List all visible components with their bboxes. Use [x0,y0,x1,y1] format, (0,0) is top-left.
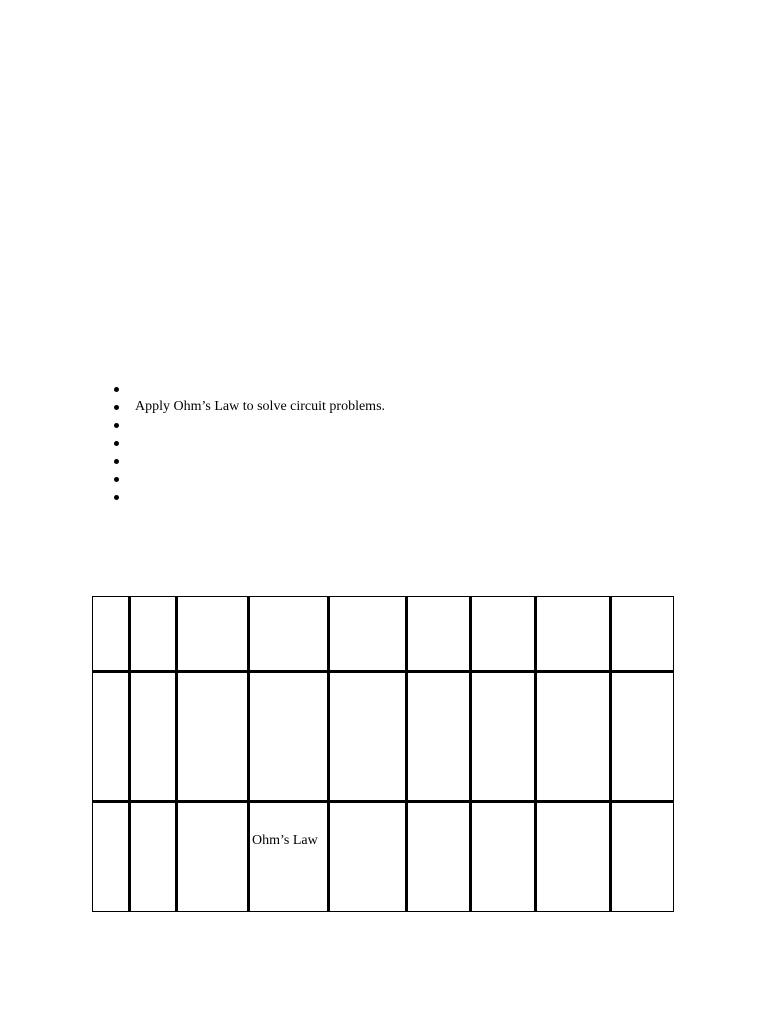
cell-text [472,803,534,832]
cell-text [537,673,609,702]
table-cell [535,596,610,671]
table-cell [248,671,328,801]
table-cell [328,671,406,801]
table-cell [610,596,674,671]
cell-text [330,597,405,626]
cell-text: Ohm’s Law [252,833,318,848]
table-cell [470,671,535,801]
cell-text [408,803,469,832]
list-item [112,416,385,434]
bullet-icon [114,459,119,464]
table-row [92,671,674,801]
table-cell [610,801,674,912]
list-item [112,470,385,488]
cell-text [408,673,469,702]
list-item [112,398,385,416]
cell-text [472,673,534,702]
list-item [112,434,385,452]
cell-text [330,803,405,832]
cell-text [612,803,673,832]
bullet-icon [114,495,119,500]
table-row [92,596,674,671]
list-item [112,452,385,470]
table-cell [470,596,535,671]
table-cell [610,671,674,801]
cell-text [178,803,247,832]
table-cell [328,801,406,912]
table-row [92,801,674,912]
cell-text [612,597,673,626]
table-cell [92,671,129,801]
cell-text [93,803,128,832]
table-cell [248,801,328,912]
table-cell [176,801,248,912]
table-cell [92,596,129,671]
cell-text [330,673,405,702]
list-item [112,488,385,506]
cell-text [131,673,175,702]
table-cell [535,801,610,912]
cell-text [178,673,247,702]
cell-text [250,673,327,702]
cell-text [612,673,673,702]
cell-text [408,597,469,626]
table-cell [176,671,248,801]
table-cell [129,801,176,912]
table-cell [535,671,610,801]
cell-text [131,597,175,626]
table-cell [92,801,129,912]
table-cell [129,596,176,671]
table-cell [406,596,470,671]
table-cell [470,801,535,912]
table-cell [406,801,470,912]
table-cell [328,596,406,671]
cell-text [93,597,128,626]
cell-text [472,597,534,626]
cell-text [537,803,609,832]
bullet-icon [114,405,119,410]
lesson-table [92,596,674,912]
table-cell [406,671,470,801]
table-cell [129,671,176,801]
table-cell [248,596,328,671]
bullet-icon [114,441,119,446]
objectives-list [112,380,385,506]
bullet-icon [114,387,119,392]
cell-text [93,673,128,702]
cell-text [537,597,609,626]
cell-text [250,597,327,626]
table-cell [176,596,248,671]
list-item [112,380,385,398]
list-item-text: Apply Ohm’s Law to solve circuit problems. [135,399,386,414]
bullet-icon [114,477,119,482]
cell-text [131,803,175,832]
bullet-icon [114,423,119,428]
cell-text [178,597,247,626]
